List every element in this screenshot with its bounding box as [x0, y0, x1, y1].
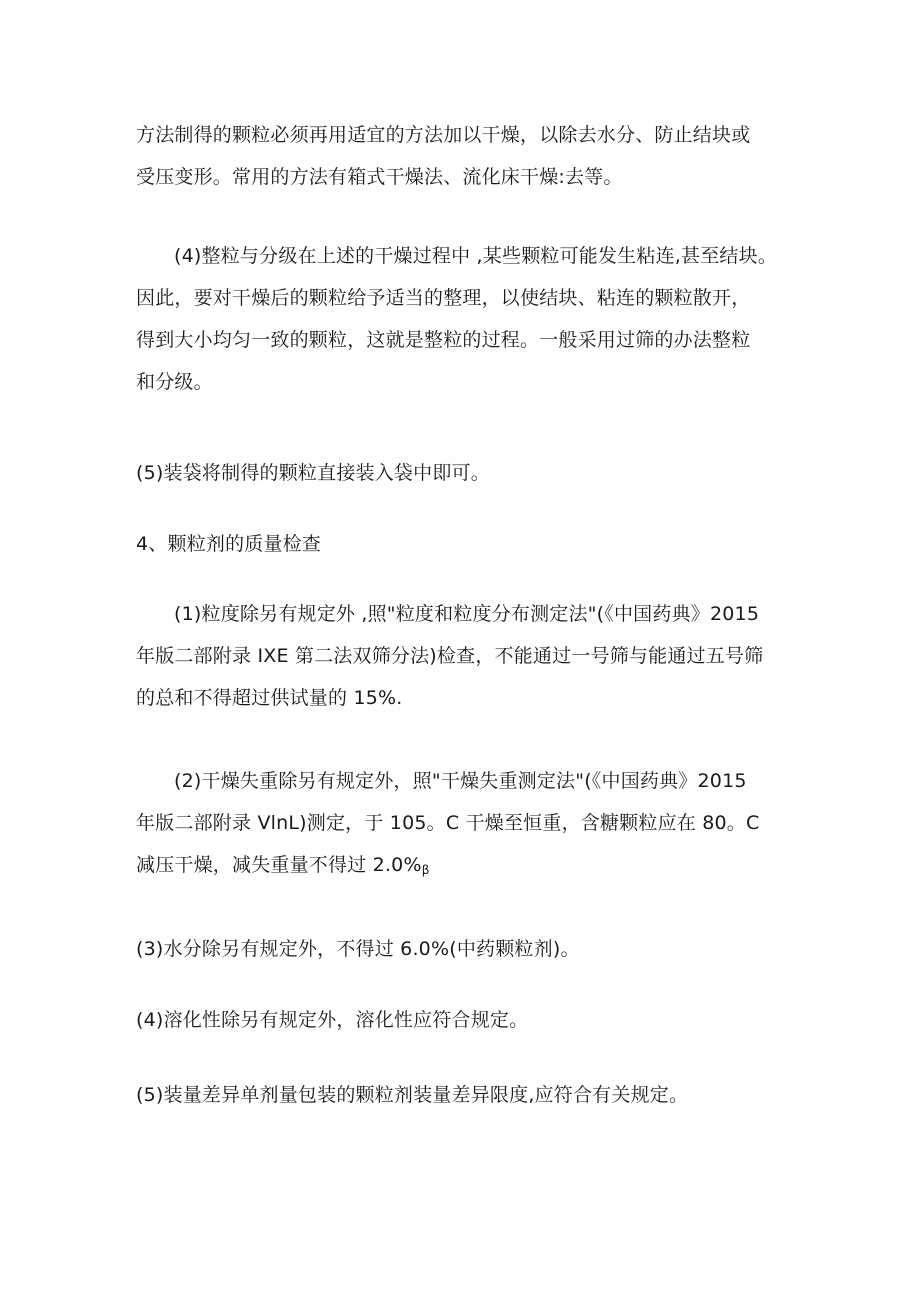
paragraph-particle-size [136, 593, 796, 719]
section-heading-quality-check [136, 523, 796, 565]
text-line-with-subscript [136, 844, 796, 891]
paragraph-solubility [136, 999, 796, 1041]
subscript-mark: β [421, 863, 430, 877]
text-line: (4)整粒与分级在上述的干燥过程中 ,某些颗粒可能发生粘连,甚至结块。 [174, 245, 778, 267]
text-line: 减压干燥，减失重量不得过 2.0% [136, 854, 422, 876]
text-line: 和分级。 [136, 371, 213, 393]
text-line: 的总和不得超过供试量的 15%. [136, 687, 403, 709]
text-line: (1)粒度除另有规定外 ,照"粒度和粒度分布测定法"(《中国药典》2015 [174, 603, 760, 625]
paragraph-fill-variation [136, 1074, 796, 1116]
text-line: (5)装袋将制得的颗粒直接装入袋中即可。 [136, 462, 490, 484]
paragraph-loss-on-drying [136, 760, 796, 891]
text-line: (3)水分除另有规定外，不得过 6.0%(中药颗粒剂)。 [136, 938, 580, 960]
paragraph-granulation [136, 235, 796, 403]
text-line: 得到大小均匀一致的颗粒，这就是整粒的过程。一般采用过筛的办法整粒 [136, 329, 751, 351]
text-line: 方法制得的颗粒必须再用适宜的方法加以干燥，以除去水分、防止结块或 [136, 124, 751, 146]
text-line: (2)干燥失重除另有规定外，照"干燥失重测定法"(《中国药典》2015 [174, 770, 747, 792]
heading-text: 4、颗粒剂的质量检查 [136, 533, 322, 555]
text-line: 年版二部附录 IXE 第二法双筛分法)检查，不能通过一号筛与能通过五号筛 [136, 645, 764, 667]
text-line: (4)溶化性除另有规定外，溶化性应符合规定。 [136, 1009, 529, 1031]
paragraph-drying [136, 114, 796, 198]
paragraph-moisture [136, 928, 796, 970]
paragraph-bagging [136, 452, 796, 494]
text-line: 因此，要对干燥后的颗粒给予适当的整理，以使结块、粘连的颗粒散开， [136, 287, 751, 309]
text-line: 年版二部附录 VlnL)测定，于 105。C 干燥至恒重，含糖颗粒应在 80。C [136, 812, 760, 834]
text-line: (5)装量差异单剂量包装的颗粒剂装量差异限度,应符合有关规定。 [136, 1084, 689, 1106]
text-line: 受压变形。常用的方法有箱式干燥法、流化床干燥:去等。 [136, 166, 623, 188]
